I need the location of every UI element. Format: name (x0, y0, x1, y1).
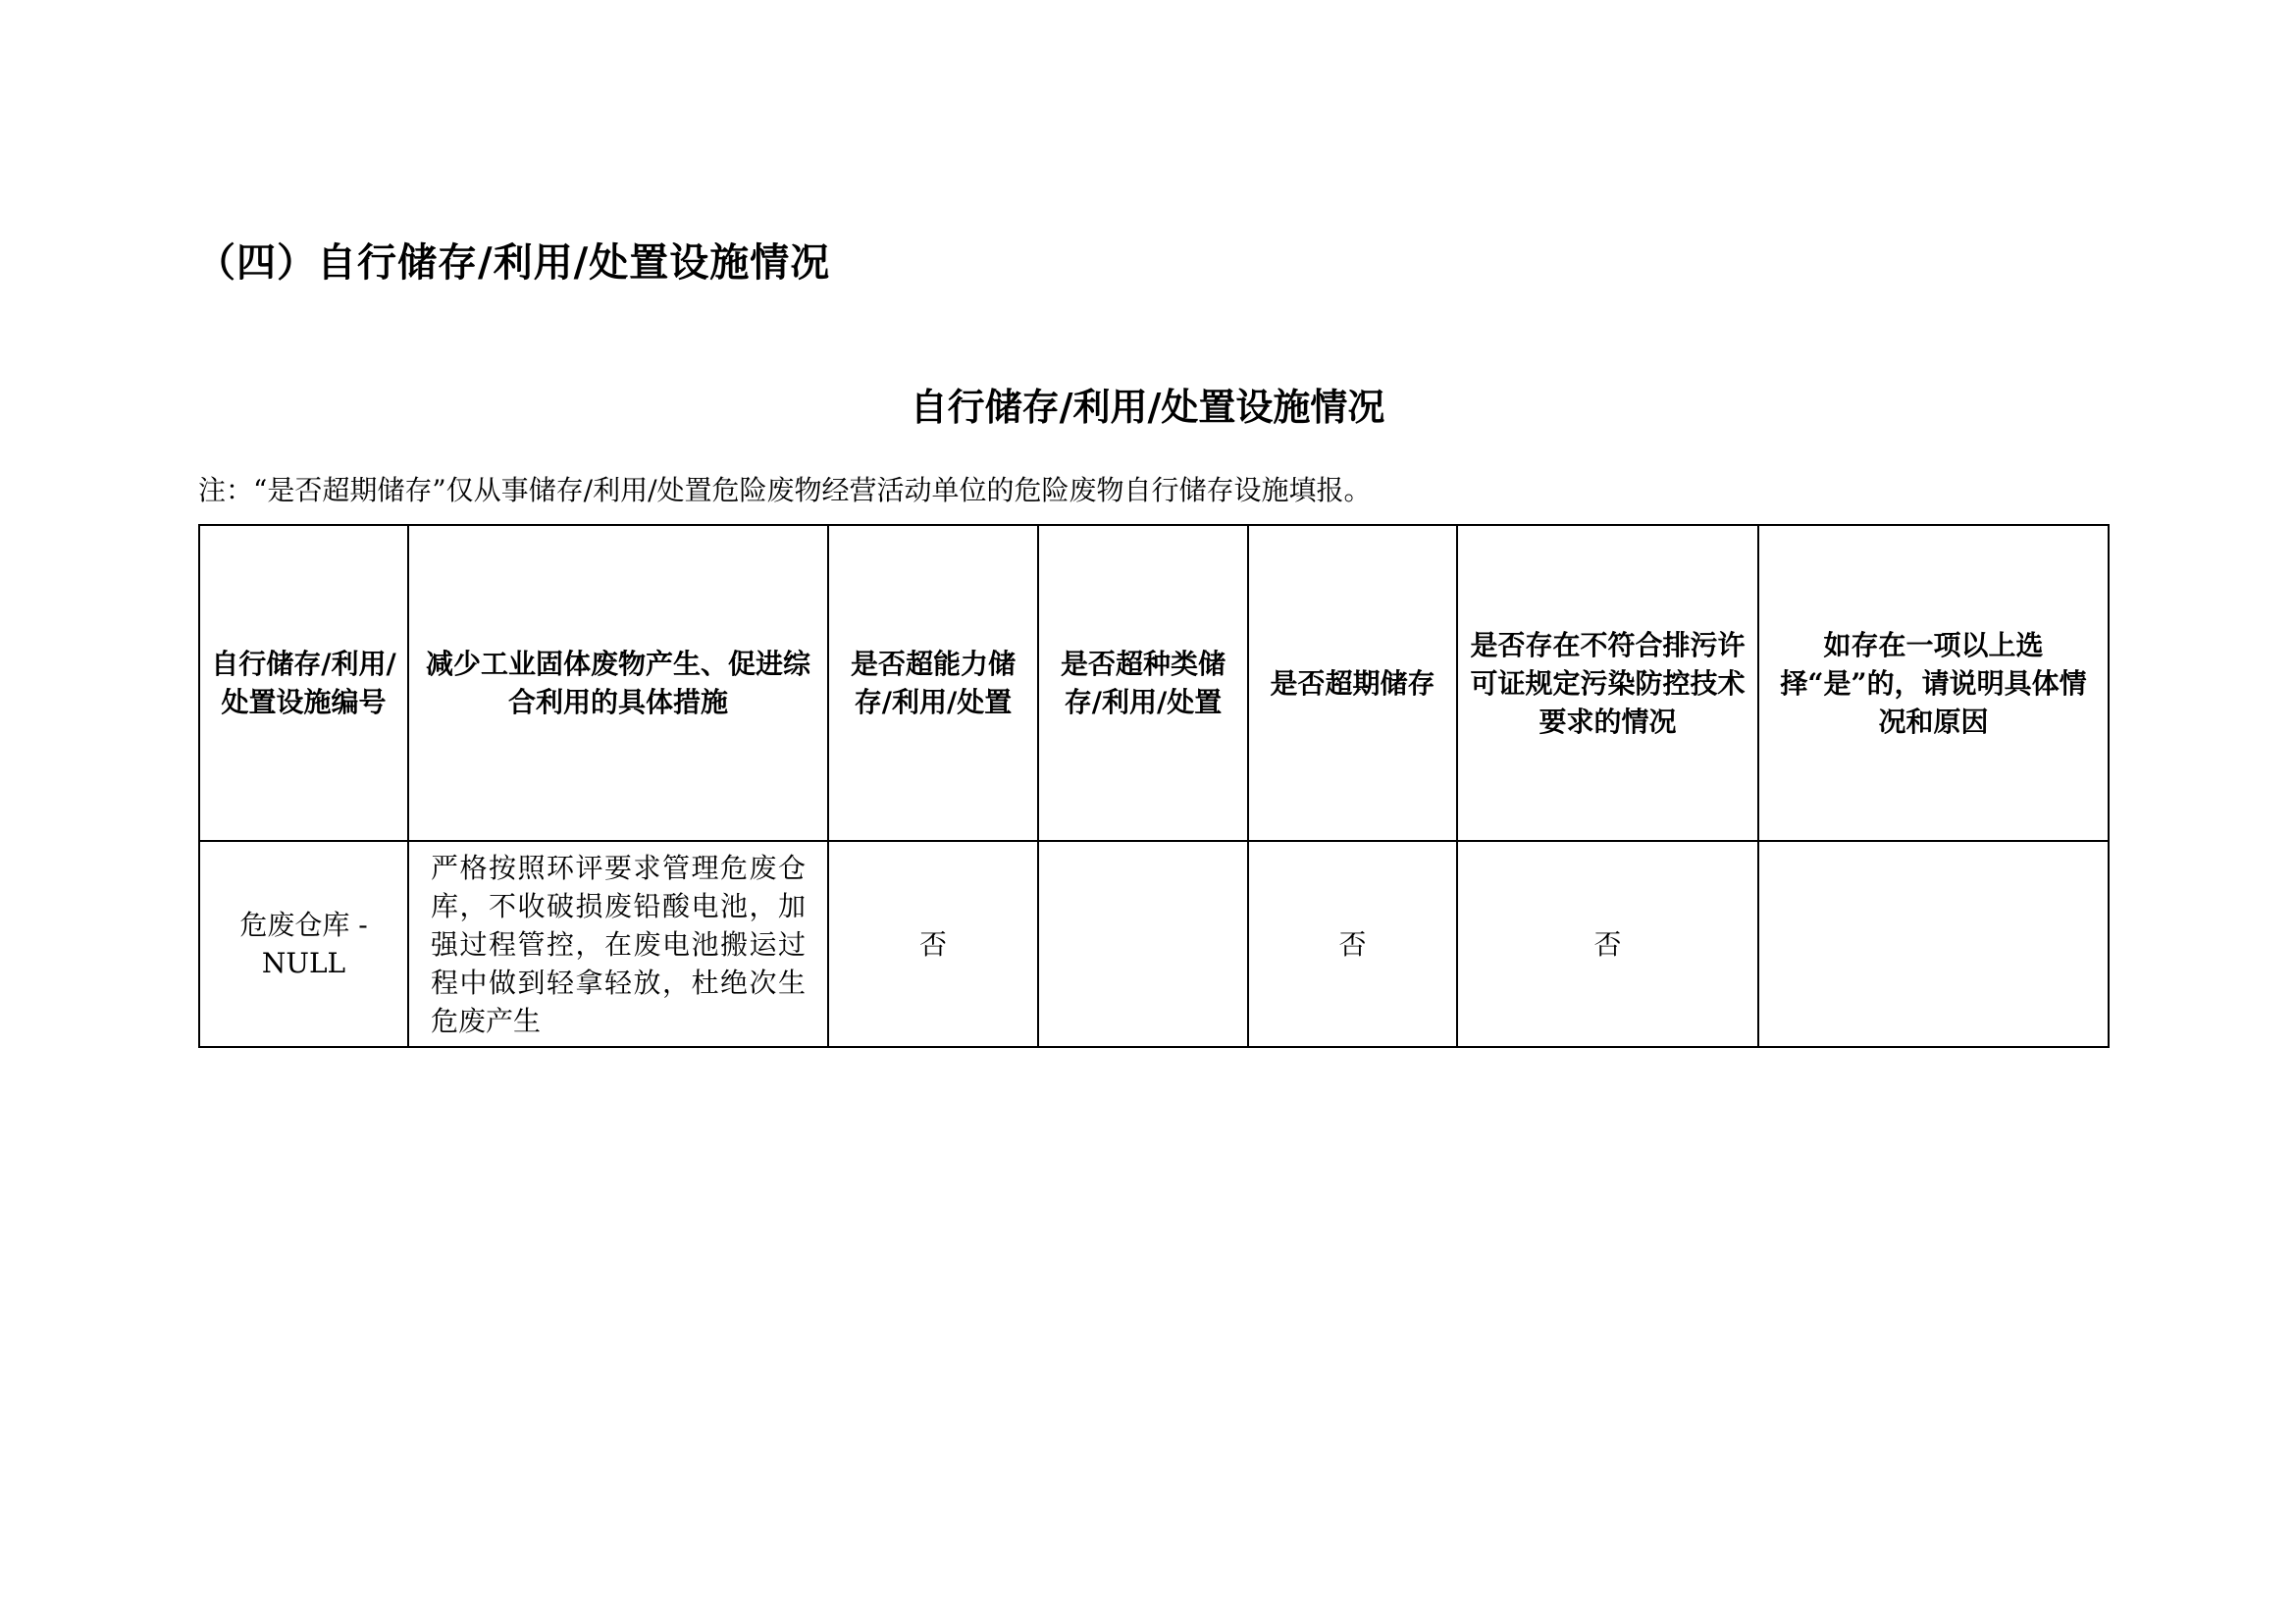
header-noncompliance: 是否存在不符合排污许可证规定污染防控技术要求的情况 (1457, 525, 1758, 841)
cell-explanation (1758, 841, 2109, 1047)
header-explanation: 如存在一项以上选择“是”的，请说明具体情况和原因 (1758, 525, 2109, 841)
header-over-capacity: 是否超能力储存/利用/处置 (828, 525, 1038, 841)
facility-id-line2: NULL (261, 947, 346, 979)
cell-noncompliance: 否 (1457, 841, 1758, 1047)
table-row (199, 841, 2109, 1047)
cell-over-type (1038, 841, 1248, 1047)
cell-over-capacity: 否 (828, 841, 1038, 1047)
header-measures: 减少工业固体废物产生、促进综合利用的具体措施 (408, 525, 828, 841)
header-over-type: 是否超种类储存/利用/处置 (1038, 525, 1248, 841)
cell-measures: 严格按照环评要求管理危废仓库，不收破损废铅酸电池，加强过程管控，在废电池搬运过程中做到轻拿轻放，杜绝次生危废产生 (408, 841, 828, 1047)
cell-facility-id (199, 841, 408, 1047)
table-title: 自行储存/利用/处置设施情况 (910, 385, 1385, 429)
facility-id-line1: 危废仓库 - (239, 909, 368, 941)
table-note: 注：“是否超期储存”仅从事储存/利用/处置危险废物经营活动单位的危险废物自行储存设施填报。 (198, 474, 1372, 506)
cell-over-period: 否 (1248, 841, 1457, 1047)
facility-table (198, 524, 2110, 1048)
header-over-period: 是否超期储存 (1248, 525, 1457, 841)
table-header-row (199, 525, 2109, 841)
section-heading: （四）自行储存/利用/处置设施情况 (196, 239, 831, 286)
header-facility-id: 自行储存/利用/处置设施编号 (199, 525, 408, 841)
